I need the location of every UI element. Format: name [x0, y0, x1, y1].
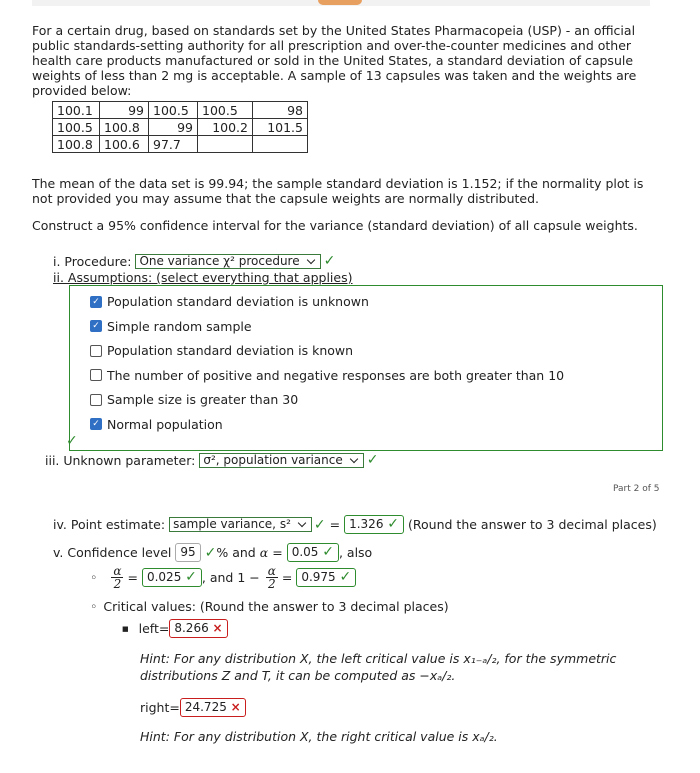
frac-num: α [113, 564, 122, 578]
point-estimate-input[interactable] [344, 515, 404, 534]
hint-right: Hint: For any distribution X, the right critical value is xₐ/₂. [140, 729, 498, 744]
assumption-label: Normal population [107, 416, 223, 432]
assumption-option[interactable] [90, 319, 252, 334]
assumption-option[interactable] [90, 417, 223, 432]
assumption-label: Population standard deviation is unknown [107, 294, 369, 309]
table-cell: 99 [149, 119, 198, 136]
alpha-half-eq: = [127, 570, 138, 585]
unknown-label: iii. Unknown parameter: [45, 452, 196, 468]
assumption-option[interactable] [90, 392, 298, 407]
unknown-select-value: σ², population variance [203, 452, 343, 467]
point-select[interactable] [169, 517, 312, 532]
check-icon: ✓ [313, 516, 326, 533]
alpha-half-and: , and 1 − [201, 570, 260, 585]
cross-icon: × [212, 621, 223, 635]
left-label: left= [138, 621, 170, 636]
checkbox-checked-icon[interactable]: ✓ [90, 296, 102, 308]
frac-den: 2 [267, 577, 276, 591]
procedure-label: i. Procedure: [53, 253, 132, 269]
point-label: iv. Point estimate: [53, 517, 166, 532]
table-cell: 100.5 [149, 102, 198, 119]
point-eq: = [329, 517, 341, 532]
left-critical-input[interactable] [169, 619, 227, 638]
alpha-input[interactable] [287, 543, 339, 562]
table-cell: 100.8 [100, 119, 149, 136]
alpha-value: 0.05 [291, 545, 319, 559]
cross-icon: × [230, 700, 241, 714]
assumption-option[interactable] [90, 294, 369, 309]
assumption-label: Simple random sample [107, 318, 252, 334]
alpha-half-input[interactable] [142, 568, 202, 587]
table-cell: 99 [100, 102, 149, 119]
point-note: (Round the answer to 3 decimal places) [408, 517, 657, 532]
critical-row [90, 599, 449, 614]
table-cell [253, 136, 308, 153]
confidence-input[interactable] [175, 543, 200, 562]
procedure-row [53, 253, 335, 269]
procedure-select-value: One variance χ² procedure [139, 253, 300, 268]
alpha-half-eq-2: = [281, 570, 293, 585]
unknown-row [45, 452, 378, 468]
checkbox-empty-icon[interactable] [90, 369, 102, 381]
table-cell: 101.5 [253, 119, 308, 136]
right-critical-value: 24.725 [184, 700, 227, 714]
left-critical-row [122, 619, 228, 638]
checkbox-empty-icon[interactable] [90, 345, 102, 357]
data-table [52, 101, 308, 153]
top-bar [32, 0, 650, 6]
alpha-half-row [90, 565, 356, 590]
check-icon: ✓ [204, 544, 217, 561]
confidence-row [53, 543, 372, 562]
checkbox-empty-icon[interactable] [90, 394, 102, 406]
procedure-select[interactable] [135, 254, 320, 269]
mean-text: The mean of the data set is 99.94; the sample standard deviation is 1.152; if the normality plot is not provided you may assume that the capsule weights are normally distributed. [32, 176, 644, 206]
conf-label: v. Confidence level [53, 545, 172, 560]
chevron-down-icon [350, 454, 358, 462]
assumption-label: The number of positive and negative responses are both greater than 10 [107, 367, 565, 383]
conf-mid: % and [216, 545, 256, 560]
table-cell [198, 136, 253, 153]
top-bar-tab [318, 0, 362, 5]
checkbox-checked-icon[interactable]: ✓ [90, 320, 102, 332]
part-indicator: Part 2 of 5 [613, 484, 660, 494]
check-icon: ✓ [66, 433, 78, 449]
alpha-symbol: α [259, 545, 269, 560]
bullet-icon: ◦ [90, 570, 98, 585]
one-minus-alpha-half-value: 0.975 [301, 570, 336, 584]
chevron-down-icon [298, 519, 306, 527]
alpha-half-fraction-2 [266, 565, 278, 590]
bullet-icon: ◦ [90, 599, 98, 614]
conf-also: , also [338, 545, 373, 560]
check-icon: ✓ [387, 516, 400, 532]
point-estimate-row [53, 515, 657, 534]
assumption-option[interactable] [90, 368, 564, 383]
table-cell: 100.2 [198, 119, 253, 136]
check-icon: ✓ [366, 452, 379, 468]
alpha-half-value: 0.025 [146, 570, 182, 584]
construct-text: Construct a 95% confidence interval for the variance (standard deviation) of all capsule weights. [32, 218, 638, 233]
table-row [53, 136, 308, 153]
unknown-select[interactable] [199, 453, 363, 468]
assumption-label: Sample size is greater than 30 [107, 392, 299, 407]
checkbox-checked-icon[interactable]: ✓ [90, 418, 102, 430]
table-row [53, 119, 308, 136]
table-cell: 100.8 [53, 136, 100, 153]
point-estimate-value: 1.326 [349, 517, 384, 531]
check-icon: ✓ [339, 569, 352, 585]
table-row [53, 102, 308, 119]
alpha-half-fraction [111, 565, 123, 590]
assumption-label: Population standard deviation is known [107, 343, 354, 358]
right-critical-row [140, 698, 246, 717]
assumptions-box [69, 285, 663, 451]
table-cell: 100.1 [53, 102, 100, 119]
intro-text: For a certain drug, based on standards set by the United States Pharmacopeia (USP) - an official public standards-setting authority for all prescription and over-the-counter medicines and other health care products manufactured or sold in the United States, a standard deviation of capsule weights of less than 2 mg is acceptable. A sample of 13 capsules was taken and the weights are provided below: [32, 23, 637, 98]
one-minus-alpha-half-input[interactable] [296, 568, 356, 587]
frac-num: α [267, 564, 276, 578]
frac-den: 2 [113, 577, 122, 591]
right-critical-input[interactable] [180, 698, 246, 717]
table-cell: 97.7 [149, 136, 198, 153]
check-icon: ✓ [323, 253, 336, 269]
left-critical-value: 8.266 [174, 621, 209, 635]
point-select-value: sample variance, s² [173, 517, 291, 531]
check-icon: ✓ [322, 544, 334, 560]
assumption-option[interactable] [90, 343, 353, 358]
table-cell: 98 [253, 102, 308, 119]
chevron-down-icon [306, 255, 314, 263]
table-cell: 100.5 [53, 119, 100, 136]
check-icon: ✓ [185, 569, 197, 585]
square-bullet-icon: ■ [122, 624, 129, 633]
hint-left: Hint: For any distribution X, the left critical value is x₁₋ₐ/₂, for the symmetric distributions Z and T, it can be computed as −xₐ/₂. [140, 651, 617, 683]
table-cell: 100.5 [198, 102, 253, 119]
assumptions-label: ii. Assumptions: (select everything that applies) [53, 270, 353, 285]
conf-eq: = [272, 545, 283, 560]
table-cell: 100.6 [100, 136, 149, 153]
confidence-value: 95 [180, 545, 196, 559]
critical-label: Critical values: (Round the answer to 3 decimal places) [103, 599, 449, 614]
right-label: right= [140, 700, 180, 715]
